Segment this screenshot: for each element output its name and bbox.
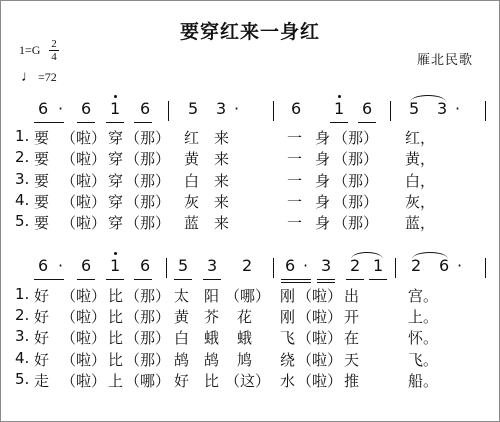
lyric: 太 xyxy=(174,287,190,305)
note: 6 xyxy=(362,99,373,118)
beam-line xyxy=(330,122,348,123)
note: 2 xyxy=(350,256,361,275)
barline xyxy=(395,258,396,278)
lyric: （这） xyxy=(225,372,271,390)
lyric: 黄 xyxy=(184,150,200,168)
lyric: 刚 xyxy=(280,308,296,326)
note: 6 xyxy=(38,99,49,118)
lyric: 水 xyxy=(280,372,296,390)
note: 6 xyxy=(81,99,92,118)
octave-dot xyxy=(114,95,117,98)
lyric: 灰， xyxy=(405,193,436,211)
lyric: （那） xyxy=(125,193,171,211)
lyric: 好 xyxy=(34,287,50,305)
lyric: 黄 xyxy=(174,308,190,326)
beam-line xyxy=(281,279,311,280)
lyric: 一 xyxy=(287,172,303,190)
lyric: 来 xyxy=(214,150,230,168)
barline xyxy=(273,258,274,278)
verse-number: 3. xyxy=(15,327,30,345)
note: 1 xyxy=(334,99,345,118)
barline xyxy=(273,101,274,121)
verse-number: 2. xyxy=(15,148,30,166)
beam-line xyxy=(203,279,221,280)
meter-top: 2 xyxy=(51,38,57,50)
verse-number: 4. xyxy=(15,349,30,367)
note: 5 xyxy=(188,99,199,118)
note: 1 xyxy=(110,256,121,275)
lyric: 绕 xyxy=(280,351,296,369)
tempo-value: =72 xyxy=(38,70,57,84)
barline xyxy=(390,101,391,121)
beam-line xyxy=(358,122,376,123)
note: 3 xyxy=(321,256,332,275)
meter-bottom: 4 xyxy=(51,51,57,63)
lyric: 穿 xyxy=(108,150,124,168)
key-signature: 1=G xyxy=(19,43,41,57)
verse-number: 2. xyxy=(15,306,30,324)
lyric: （那） xyxy=(333,214,379,232)
lyric: 来 xyxy=(214,214,230,232)
note: 5 xyxy=(409,99,420,118)
lyric: （那） xyxy=(125,287,171,305)
lyric: 身 xyxy=(315,193,331,211)
lyric: 蛾 xyxy=(237,329,253,347)
barline xyxy=(485,101,486,121)
note: 6 xyxy=(285,256,296,275)
lyric: 宫。 xyxy=(408,287,439,305)
note-dot: · xyxy=(457,256,463,275)
lyric: 出 xyxy=(344,287,360,305)
beam-line xyxy=(369,279,387,280)
lyric: 鸠 xyxy=(237,351,253,369)
song-title: 要穿红来一身红 xyxy=(179,21,320,43)
slur xyxy=(410,95,446,102)
octave-dot xyxy=(114,252,117,255)
beam-line xyxy=(281,282,311,283)
note: 3 xyxy=(216,99,227,118)
notation-line-2 xyxy=(1,256,499,280)
beam-line xyxy=(134,279,152,280)
lyric: 来 xyxy=(214,193,230,211)
note: 6 xyxy=(291,99,302,118)
verse-number: 1. xyxy=(15,285,30,303)
verse-number: 5. xyxy=(15,212,30,230)
verse-number: 5. xyxy=(15,370,30,388)
lyric: 走 xyxy=(34,372,50,390)
lyric: 一 xyxy=(287,129,303,147)
lyric: 身 xyxy=(315,129,331,147)
song-source: 雁北民歌 xyxy=(417,53,474,68)
lyric: （那） xyxy=(333,150,379,168)
lyric: 飞。 xyxy=(408,351,439,369)
lyric: 上 xyxy=(108,372,124,390)
lyric: 灰 xyxy=(184,193,200,211)
lyric: 鸪 xyxy=(174,351,190,369)
lyric: 一 xyxy=(287,150,303,168)
note: 6 xyxy=(81,256,92,275)
lyric: （那） xyxy=(333,193,379,211)
lyric: 鸪 xyxy=(204,351,220,369)
beam-line xyxy=(77,122,95,123)
lyric: 要 xyxy=(34,214,50,232)
lyric: （啦） xyxy=(61,308,107,326)
lyric: 来 xyxy=(214,129,230,147)
lyric: 比 xyxy=(108,308,124,326)
lyric: （啦） xyxy=(297,329,343,347)
slur xyxy=(351,252,383,259)
verse-number: 4. xyxy=(15,191,30,209)
lyric: （那） xyxy=(125,172,171,190)
lyric: 白 xyxy=(184,172,200,190)
lyric: （哪） xyxy=(125,372,171,390)
tempo-marking xyxy=(21,69,57,86)
lyric: （那） xyxy=(125,308,171,326)
slur xyxy=(412,252,448,259)
time-signature xyxy=(49,38,59,63)
lyric: （啦） xyxy=(61,150,107,168)
lyric: （啦） xyxy=(297,351,343,369)
octave-dot xyxy=(338,95,341,98)
lyric: （啦） xyxy=(61,329,107,347)
lyric: 要 xyxy=(34,129,50,147)
lyric: 开 xyxy=(344,308,360,326)
lyric: （那） xyxy=(125,329,171,347)
lyric: 要 xyxy=(34,172,50,190)
lyric: 来 xyxy=(214,172,230,190)
barline xyxy=(485,258,486,278)
lyric: 黄， xyxy=(405,150,436,168)
lyric: 比 xyxy=(108,351,124,369)
note-dot: · xyxy=(303,256,309,275)
lyric: 好 xyxy=(174,372,190,390)
lyric: 身 xyxy=(315,150,331,168)
lyric: 白， xyxy=(405,172,436,190)
lyric: （哪） xyxy=(225,287,271,305)
quarter-note-icon: ♩ xyxy=(21,69,36,85)
lyric: 要 xyxy=(34,193,50,211)
note: 3 xyxy=(437,99,448,118)
lyric: 比 xyxy=(204,372,220,390)
lyric: 上。 xyxy=(408,308,439,326)
lyric: 红 xyxy=(184,129,200,147)
lyric: 比 xyxy=(108,287,124,305)
beam-line xyxy=(106,122,124,123)
lyric: 要 xyxy=(34,150,50,168)
lyric: 一 xyxy=(287,193,303,211)
lyric: 好 xyxy=(34,308,50,326)
lyric: （那） xyxy=(333,172,379,190)
lyric: 比 xyxy=(108,329,124,347)
lyric: 飞 xyxy=(280,329,296,347)
note: 1 xyxy=(373,256,384,275)
lyric: （那） xyxy=(125,214,171,232)
beam-line xyxy=(174,279,192,280)
beam-line xyxy=(317,282,335,283)
verse-number: 1. xyxy=(15,127,30,145)
note-dot: · xyxy=(234,99,240,118)
note: 5 xyxy=(178,256,189,275)
note: 3 xyxy=(207,256,218,275)
lyric: 红， xyxy=(405,129,436,147)
lyric: 怀。 xyxy=(408,329,439,347)
beam-line xyxy=(106,279,124,280)
lyric: 芥 xyxy=(204,308,220,326)
lyric: （啦） xyxy=(61,214,107,232)
lyric: （啦） xyxy=(61,193,107,211)
verse-number: 3. xyxy=(15,170,30,188)
lyric: 穿 xyxy=(108,172,124,190)
lyric: （啦） xyxy=(61,287,107,305)
beam-line xyxy=(346,279,364,280)
lyric: （啦） xyxy=(61,129,107,147)
lyric: 身 xyxy=(315,172,331,190)
lyric: （那） xyxy=(333,129,379,147)
note: 2 xyxy=(411,256,422,275)
lyric: 穿 xyxy=(108,214,124,232)
lyric: 船。 xyxy=(408,372,439,390)
note: 6 xyxy=(38,256,49,275)
lyric: 白 xyxy=(174,329,190,347)
lyric: （啦） xyxy=(61,372,107,390)
lyric: 蓝， xyxy=(405,214,436,232)
lyric: 花 xyxy=(237,308,253,326)
lyric: （啦） xyxy=(61,351,107,369)
notation-line-1 xyxy=(1,99,499,123)
note: 1 xyxy=(110,99,121,118)
lyric: 好 xyxy=(34,329,50,347)
note: 6 xyxy=(140,99,151,118)
lyric: 推 xyxy=(344,372,360,390)
lyric: 好 xyxy=(34,351,50,369)
lyric: 身 xyxy=(315,214,331,232)
note: 6 xyxy=(439,256,450,275)
lyric: （那） xyxy=(125,129,171,147)
lyric: 蛾 xyxy=(204,329,220,347)
note: 2 xyxy=(242,256,253,275)
beam-line xyxy=(34,122,64,123)
lyric: 在 xyxy=(344,329,360,347)
beam-line xyxy=(34,279,64,280)
note: 6 xyxy=(140,256,151,275)
barline xyxy=(168,101,169,121)
note-dot: · xyxy=(58,99,64,118)
lyric: （那） xyxy=(125,150,171,168)
lyric: 天 xyxy=(344,351,360,369)
lyric: 穿 xyxy=(108,129,124,147)
beam-line xyxy=(134,122,152,123)
beam-line xyxy=(77,279,95,280)
lyric: （啦） xyxy=(297,308,343,326)
lyric: （那） xyxy=(125,351,171,369)
lyric: 一 xyxy=(287,214,303,232)
note-dot: · xyxy=(58,256,64,275)
lyric: 刚 xyxy=(280,287,296,305)
barline xyxy=(166,258,167,278)
beam-line xyxy=(317,279,335,280)
lyric: （啦） xyxy=(297,287,343,305)
lyric: 阳 xyxy=(204,287,220,305)
lyric: 穿 xyxy=(108,193,124,211)
lyric: （啦） xyxy=(297,372,343,390)
lyric: 蓝 xyxy=(184,214,200,232)
note-dot: · xyxy=(455,99,461,118)
lyric: （啦） xyxy=(61,172,107,190)
